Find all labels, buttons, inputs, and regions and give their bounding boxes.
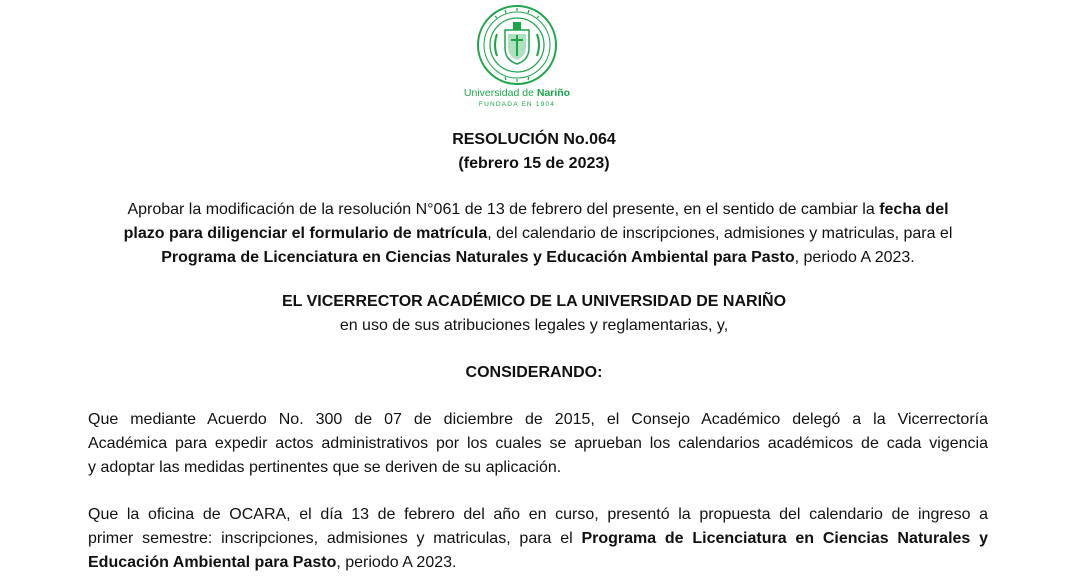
authority-title: EL VICERRECTOR ACADÉMICO DE LA UNIVERSIDAD DE NARIÑO: [281, 293, 787, 310]
considerando-p2-text-3: , periodo A 2023.: [336, 554, 457, 571]
resolution-number: RESOLUCIÓN No.064: [452, 131, 616, 148]
summary-line-2: [88, 222, 988, 246]
university-logo: [452, 4, 582, 106]
considerando-p2-text-2: primer semestre: inscripciones, admisiones y matriculas, para el: [88, 530, 582, 547]
considerando-p1-line: y adoptar las medidas pertinentes que se deriven de su aplicación.: [88, 459, 562, 476]
logo-name-regular: Universidad de: [463, 87, 537, 99]
considerando-p2-bold-3: Educación Ambiental para Pasto: [88, 554, 337, 571]
summary-line-1: [88, 198, 988, 222]
considerando-paragraph-1: [88, 408, 988, 480]
considerando-p2-line-3: [88, 551, 988, 575]
summary-text-3: , periodo A 2023.: [794, 249, 915, 266]
logo-name-bold: Nariño: [536, 87, 571, 99]
logo-university-name: [452, 87, 582, 99]
considerando-heading: CONSIDERANDO:: [465, 364, 603, 381]
university-seal-icon: [475, 4, 559, 86]
considerando-p1-line: Que mediante Acuerdo No. 300 de 07 de diciembre de 2015, el Consejo Académico delegó a la Vicerrectoría: [88, 411, 988, 428]
considerando-p2-line-2: [88, 527, 988, 551]
logo-founded: FUNDADA EN 1904: [478, 101, 556, 108]
summary-text-2: , del calendario de inscripciones, admisiones y matriculas, para el: [487, 225, 953, 242]
summary-paragraph: [88, 198, 988, 270]
considerando-p1-line: Académica para expedir actos administrativos por los cuales se aprueban los calendarios académicos de cada vigencia: [88, 435, 988, 452]
summary-bold-2: Programa de Licenciatura en Ciencias Naturales y Educación Ambiental para Pasto: [161, 249, 795, 266]
considerando-p2-line-1: Que la oficina de OCARA, el día 13 de febrero del año en curso, presentó la propuesta del calendario de ingreso a: [88, 506, 988, 523]
considerando-p2-bold-2: Programa de Licenciatura en Ciencias Naturales y: [581, 530, 988, 547]
authority-subtitle: en uso de sus atribuciones legales y reglamentarias, y,: [339, 317, 729, 334]
resolution-date: (febrero 15 de 2023): [458, 155, 610, 172]
summary-text-1: Aprobar la modificación de la resolución N°061 de 13 de febrero del presente, en el sentido de cambiar la: [127, 201, 880, 218]
summary-bold-1b: plazo para diligenciar el formulario de matrícula: [123, 225, 488, 242]
summary-bold-1a: fecha del: [879, 201, 949, 218]
summary-line-3: [88, 246, 988, 270]
considerando-paragraph-2: [88, 503, 988, 575]
